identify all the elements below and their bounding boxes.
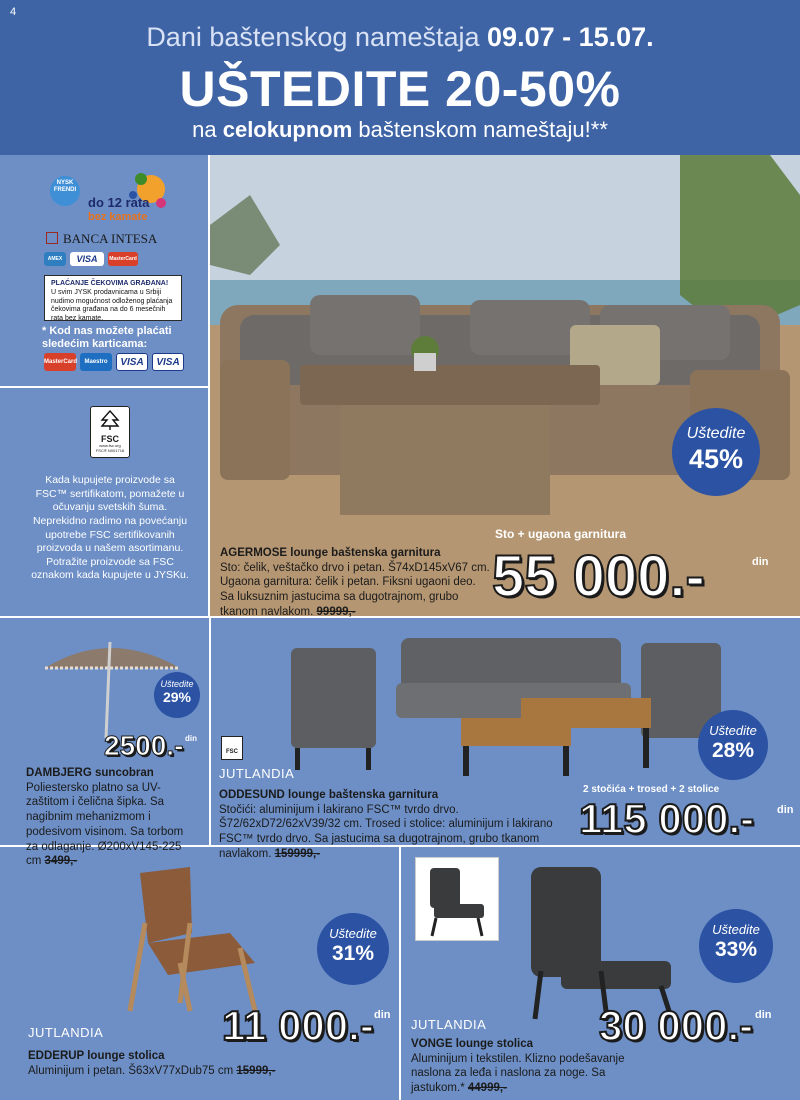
edderup-price: 11 000.- (222, 1002, 374, 1049)
vonge-info (411, 1037, 651, 1096)
dambjerg-desc: Poliestersko platno sa UV-zaštitom i čelična šipka. Sa nagibnim mehanizmom i podesivom visinom. Sa torbom za odlaganje. Ø200xV145-225 cm (26, 781, 184, 868)
visa-card-icon: VISA (70, 252, 104, 266)
dambjerg-save-label: Uštedite (160, 679, 194, 689)
installments-text: do 12 rata (88, 195, 150, 210)
dambjerg-save-badge (154, 672, 200, 718)
vonge-currency: din (755, 1009, 772, 1021)
visa-card-icon-2: VISA (116, 353, 148, 371)
page-number: 4 (10, 6, 17, 18)
vonge-thumbnail-image (416, 858, 500, 942)
agermose-desc: Sto: čelik, veštačko drvo i petan. Š74xD145xV67 cm. Ugaona garnitura: čelik i petan. Fiksni ugaoni deo. Sa luksuznim jastucima sa dugotrajnom, grubo tkanom navlakom. (220, 561, 490, 618)
payment-panel (0, 157, 208, 386)
oddesund-save-badge (698, 710, 768, 780)
cards-top-row (44, 252, 144, 268)
agermose-old-price: 99999,- (316, 605, 356, 618)
oddesund-bundle: 2 stočića + trosed + 2 stolice (583, 784, 720, 795)
header-subtitle (0, 22, 800, 53)
oddesund-set-image (281, 628, 751, 778)
bank-name: BANCA INTESA (63, 231, 158, 246)
cheque-info-title: PLAĆANJE ČEKOVIMA GRAĐANA! (51, 280, 169, 287)
cards-note: * Kod nas možete plaćati sledećim karticama: (42, 325, 172, 350)
header-subtitle-text: Dani baštenskog nameštaja (146, 22, 480, 52)
agermose-save-label: Uštedite (686, 425, 746, 442)
frendi-logo-text: NYSK FRENDI (53, 180, 77, 193)
edderup-currency: din (374, 1009, 391, 1021)
fsc-panel (0, 388, 208, 616)
amex-card-icon: AMEX (44, 252, 66, 266)
vonge-thumbnail (415, 857, 499, 941)
vonge-save-label: Uštedite (712, 922, 760, 937)
dambjerg-price: 2500.- (104, 730, 184, 761)
agermose-save-badge (672, 408, 760, 496)
oddesund-save-percent: 28% (711, 739, 755, 762)
no-interest-text: bez kamate (88, 211, 148, 223)
fsc-logo-text: FSC (101, 434, 119, 444)
headline: UŠTEDITE 20-50% (179, 61, 621, 117)
cheque-info-text: U svim JYSK prodavnicama u Srbiji nudimo mogućnost odloženog plaćanja čekovima građana na do 6 mesečnih rata bez kamate. (51, 288, 173, 322)
dambjerg-name: DAMBJERG suncobran (26, 767, 154, 779)
agermose-name: AGERMOSE lounge baštenska garnitura (220, 547, 441, 559)
dambjerg-save-percent: 29% (162, 689, 192, 705)
vonge-price: 30 000.- (599, 1002, 754, 1049)
mastercard-card-icon-2: MasterCard (44, 353, 76, 371)
agermose-info (220, 546, 490, 620)
oddesund-desc: Stočići: aluminijum i lakirano FSC™ tvrdo drvo. Š72/62xD72/62xV39/32 cm. Trosed i stolice: aluminijum i lakirano FSC™ tvrdo drvo. Sa jastucima sa dugotrajnom, grubo tkanom navlakom. (219, 803, 553, 860)
vonge-old-price: 44999,- (467, 1082, 507, 1095)
cards-bottom-row (44, 353, 186, 373)
edderup-name: EDDERUP lounge stolica (28, 1050, 165, 1062)
agermose-save-percent: 45% (688, 444, 744, 474)
edderup-save-label: Uštedite (329, 926, 377, 941)
oddesund-name: ODDESUND lounge baštenska garnitura (219, 789, 439, 801)
oddesund-fsc-badge: FSC (221, 736, 243, 760)
vonge-save-percent: 33% (714, 938, 758, 961)
dambjerg-old-price: 3499,- (44, 855, 78, 868)
agermose-bundle: Sto + ugaona garnitura (495, 527, 627, 541)
maestro-card-icon: Maestro (80, 353, 112, 371)
bank-icon (46, 232, 58, 244)
headline-line-bold: celokupnom (222, 117, 353, 142)
mastercard-card-icon: MasterCard (108, 252, 138, 266)
vonge-desc: Aluminijum i tekstilen. Klizno podešavanje naslona za leđa i naslona za noge. Sa jastukom.* (411, 1052, 625, 1095)
agermose-price: 55 000.- (492, 544, 705, 609)
oddesund-brand: JUTLANDIA (219, 766, 295, 781)
headline-line-post: baštenskom nameštaju!** (358, 117, 608, 142)
vonge-save-badge (699, 909, 773, 983)
edderup-chair-image (120, 863, 290, 1013)
oddesund-save-label: Uštedite (709, 723, 757, 738)
edderup-info (28, 1049, 388, 1078)
dambjerg-currency: din (185, 734, 197, 743)
edderup-brand: JUTLANDIA (28, 1025, 104, 1040)
dambjerg-panel (0, 618, 208, 868)
fsc-logo-url: www.fsc.org (99, 443, 121, 448)
fsc-logo-code: FSC® N001718 (95, 447, 125, 453)
edderup-desc: Aluminijum i petan. Š63xV77xDub75 cm (28, 1064, 234, 1077)
bank-logo (46, 231, 164, 247)
cheque-info-box (44, 275, 182, 321)
vonge-brand: JUTLANDIA (411, 1017, 487, 1032)
vonge-chair-image (521, 861, 681, 1021)
oddesund-old-price: 159999,- (274, 847, 321, 860)
fsc-logo (90, 406, 130, 458)
headline-line-pre: na (192, 117, 217, 142)
oddesund-currency: din (777, 804, 794, 816)
fsc-text: Kada kupujete proizvode sa FSC™ sertifikatom, pomažete u očuvanju svetskih šuma. Neprekidno radimo na povećanju upotrebe FSC sertifikovanih proizvoda u našem asortimanu. Potražite proizvode sa FSC oznakom kada kupujete u JYSKu. (31, 474, 189, 582)
oddesund-price: 115 000.- (579, 795, 755, 842)
fsc-tree-icon (98, 410, 122, 430)
edderup-panel (0, 847, 399, 1100)
edderup-save-badge (317, 913, 389, 985)
edderup-save-percent: 31% (331, 942, 375, 965)
visa-electron-card-icon: VISA (152, 353, 184, 371)
oddesund-panel (211, 618, 800, 860)
vonge-panel (401, 847, 800, 1100)
header-dates: 09.07 - 15.07. (487, 22, 654, 52)
edderup-old-price: 15999,- (236, 1064, 276, 1077)
headline-line (0, 117, 800, 143)
vonge-name: VONGE lounge stolica (411, 1038, 534, 1050)
agermose-currency: din (752, 556, 769, 568)
